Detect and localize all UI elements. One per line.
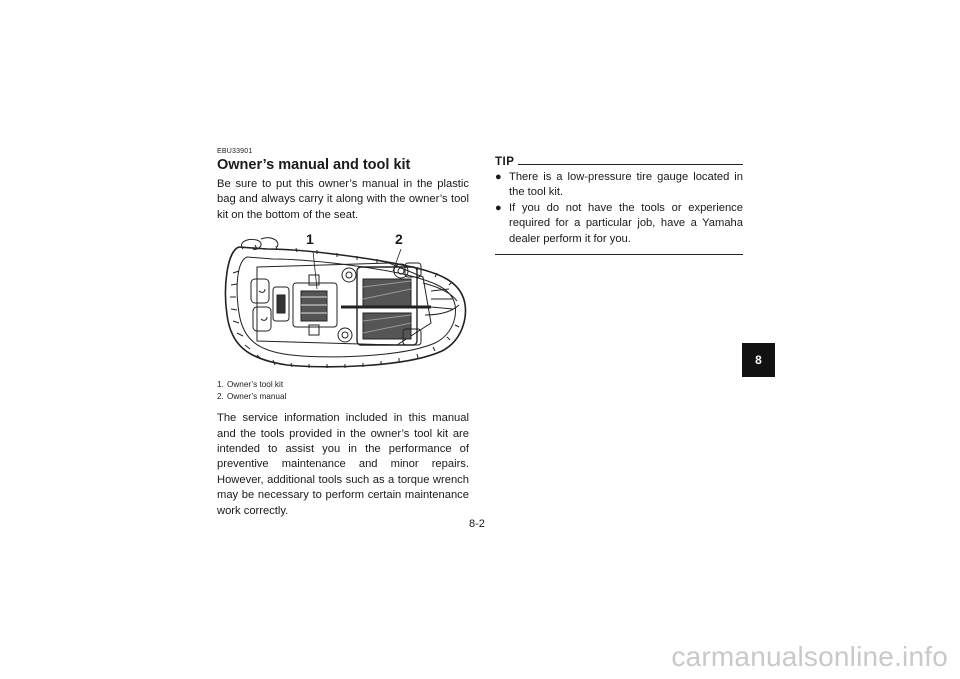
bullet-icon: ● (495, 171, 502, 183)
callout-2: 2 (395, 231, 403, 248)
section-code: EBU33901 (217, 148, 253, 155)
tip-box (495, 156, 743, 255)
caption-item (217, 391, 469, 403)
left-column (217, 148, 469, 519)
callout-1: 1 (306, 231, 314, 248)
page-number: 8-2 (469, 518, 485, 530)
figure-captions (217, 379, 469, 403)
tip-bottom-rule (495, 254, 743, 255)
seat-illustration (217, 227, 469, 375)
tip-label: TIP (495, 156, 515, 168)
tip-list (495, 170, 743, 247)
caption-text: Owner’s manual (227, 392, 287, 402)
caption-text: Owner’s tool kit (227, 380, 284, 390)
caption-number: 2. (217, 392, 224, 402)
tip-item-text: If you do not have the tools or experience required for a particular job, have a Yamaha dealer perform it for you. (509, 201, 743, 245)
caption-number: 1. (217, 380, 224, 390)
tip-item (495, 170, 743, 201)
tip-item-text: There is a low-pressure tire gauge located in the tool kit. (509, 171, 743, 199)
intro-paragraph: Be sure to put this owner’s manual in the plastic bag and always carry it along with the owner’s tool kit on the bottom of the seat. (217, 178, 469, 221)
seat-underside-figure (217, 227, 469, 375)
caption-item (217, 379, 469, 391)
tip-header (495, 156, 743, 168)
section-title: Owner’s manual and tool kit (217, 157, 411, 173)
service-info-paragraph: The service information included in this manual and the tools provided in the owner’s tool kit are intended to assist you in the performance of preventive maintenance and minor repairs. However, additional tools such as a torque wrench may be necessary to perform certain maintenance work correctly. (217, 412, 469, 517)
watermark: carmanualsonline.info (671, 641, 948, 672)
tip-item (495, 201, 743, 247)
tip-top-rule (518, 164, 743, 165)
chapter-tab: 8 (742, 343, 775, 377)
bullet-icon: ● (495, 201, 502, 214)
